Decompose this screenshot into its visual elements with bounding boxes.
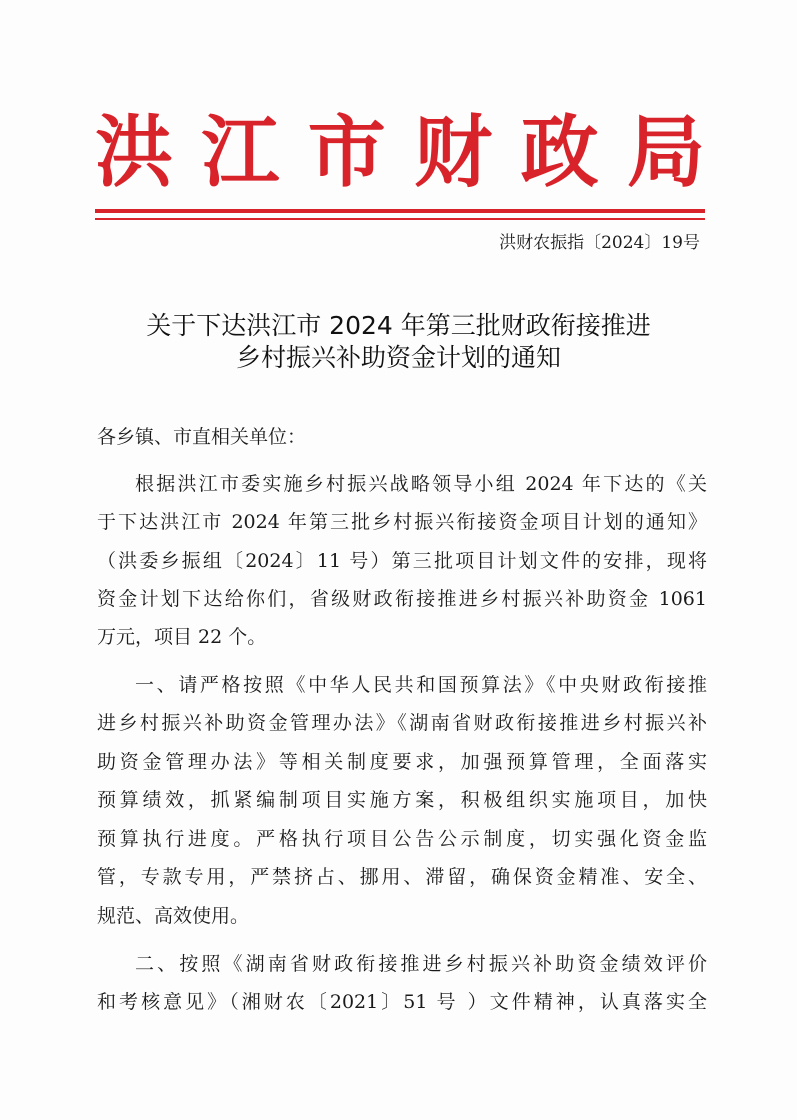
header-char: 洪 [95,107,174,198]
body-line: 二、按照《湖南省财政衔接推进乡村振兴补助资金绩效评价 [135,953,707,975]
body-line: 万元，项目 22 个。 [97,626,267,648]
header-divider-thick [95,209,705,213]
body-line: 规范、高效使用。 [97,905,250,927]
body-line: 根据洪江市委实施乡村振兴战略领导小组 2024 年下达的《关 [135,473,707,495]
body-line: 进乡村振兴补助资金管理办法》《湖南省财政衔接推进乡村振兴补 [97,712,707,734]
body-line: （洪委乡振组〔2024〕11 号）第三批项目计划文件的安排，现将 [97,550,707,572]
header-char: 财 [414,107,493,198]
body-line: 管，专款专用，严禁挤占、挪用、滞留，确保资金精准、安全、 [97,866,707,888]
header-char: 局 [626,107,705,198]
body-line: 预算绩效，抓紧编制项目实施方案，积极组织实施项目，加快 [97,789,707,811]
header-char: 江 [201,107,280,198]
body-line: 一、请严格按照《中华人民共和国预算法》《中央财政衔接推 [135,674,707,696]
header-char: 市 [307,107,386,198]
body-line: 预算执行进度。严格执行项目公告公示制度，切实强化资金监 [97,828,707,850]
header-char: 政 [520,107,599,198]
header-divider-thin [95,218,705,220]
document-title-line-2: 乡村振兴补助资金计划的通知 [235,343,561,372]
body-line: 和考核意见》（湘财农〔2021〕51 号 ）文件精神，认真落实全 [97,991,707,1013]
body-line: 于下达洪江市 2024 年第三批乡村振兴衔接资金项目计划的通知》 [97,511,707,533]
body-line: 资金计划下达给你们，省级财政衔接推进乡村振兴补助资金 1061 [97,588,707,610]
document-title-line-1: 关于下达洪江市 2024 年第三批财政衔接推进 [146,311,651,340]
issuing-authority-header [95,108,705,198]
salutation: 各乡镇、市直相关单位： [97,426,307,448]
document-number: 洪财农振指〔2024〕19号 [499,233,700,253]
body-line: 助资金管理办法》等相关制度要求，加强预算管理，全面落实 [97,751,707,773]
